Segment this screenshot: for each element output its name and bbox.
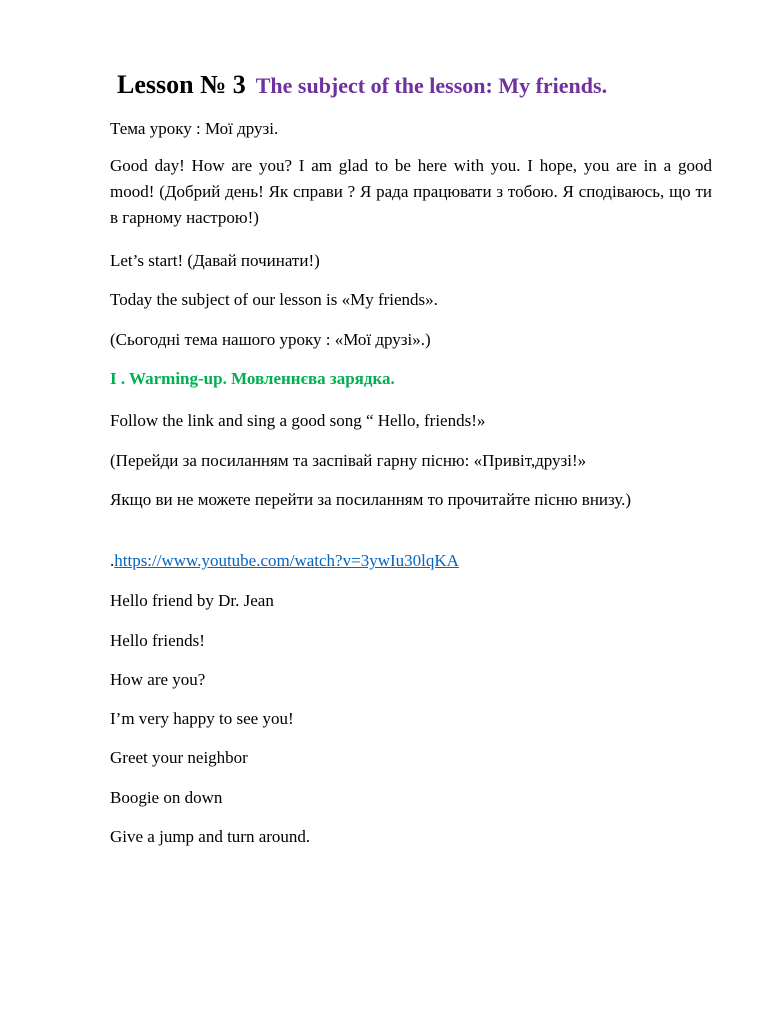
cannot-paragraph: Якщо ви не можете перейти за посиланням то прочитайте пісню внизу.) <box>110 490 632 509</box>
song-line: I’m very happy to see you! <box>110 709 294 728</box>
warmup-heading: I . Warming-up. Мовленнєва зарядка. <box>110 369 395 388</box>
topic-line: Тема уроку : Мої друзі. <box>110 119 279 138</box>
song-title: Hello friend by Dr. Jean <box>110 591 274 610</box>
greeting-paragraph: Good day! How are you? I am glad to be here with you. I hope, you are in a good mood! (Добрий день! Як справи ? Я рада працювати з тобою. Я сподіваюсь, що ти в гарному настрою!) <box>110 156 712 227</box>
song-line: Greet your neighbor <box>110 748 248 767</box>
today-line: Today the subject of our lesson is «My friends». <box>110 290 438 309</box>
link-line <box>110 548 712 574</box>
page-title <box>117 68 757 106</box>
lesson-number: Lesson № 3 <box>117 70 246 99</box>
youtube-link[interactable]: https://www.youtube.com/watch?v=3ywIu30lqKA <box>114 551 459 570</box>
today-ua-line: (Сьогодні тема нашого уроку : «Мої друзі».) <box>110 330 431 349</box>
song-line: Hello friends! <box>110 631 205 650</box>
start-line: Let’s start! (Давай починати!) <box>110 251 320 270</box>
song-line: How are you? <box>110 670 206 689</box>
follow-line: Follow the link and sing a good song “ Hello, friends!» <box>110 411 486 430</box>
song-line: Boogie on down <box>110 788 223 807</box>
follow-ua-line: (Перейди за посиланням та заспівай гарну пісню: «Привіт,друзі!» <box>110 451 587 470</box>
lesson-subject: The subject of the lesson: My friends. <box>255 73 608 98</box>
link-prefix: . <box>110 551 115 570</box>
song-line: Give a jump and turn around. <box>110 827 311 846</box>
